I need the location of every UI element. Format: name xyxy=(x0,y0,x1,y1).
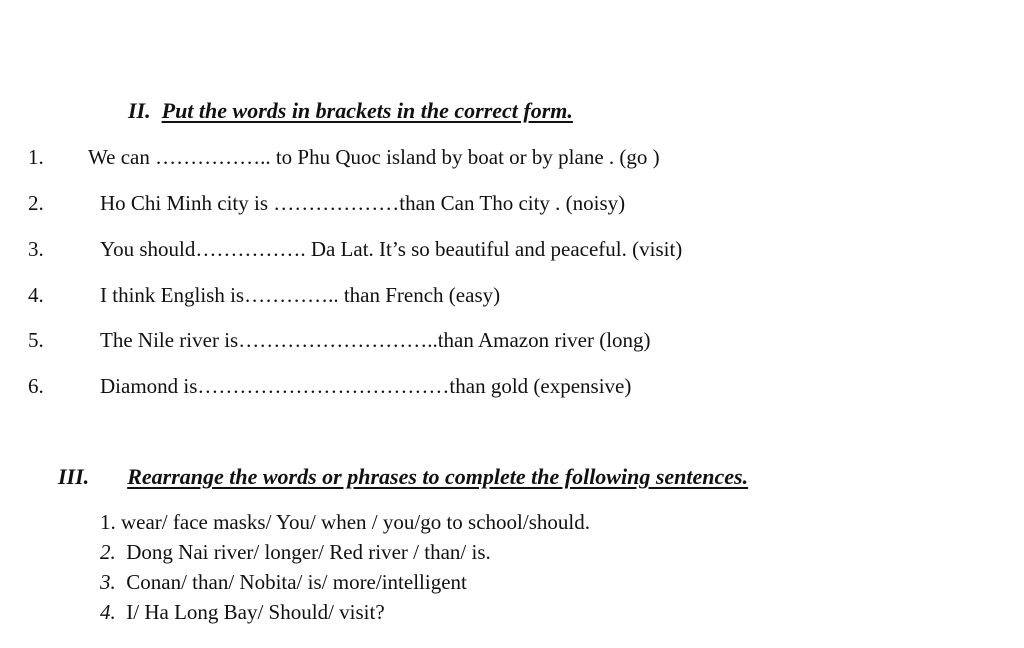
exercise-iii-item-number: 1. xyxy=(100,510,116,534)
exercise-ii-item-number: 4. xyxy=(28,283,44,307)
section-ii-title: Put the words in brackets in the correct form. xyxy=(161,98,573,123)
section-ii-heading xyxy=(128,98,573,124)
exercise-ii-item-number: 3. xyxy=(28,237,44,261)
section-iii-title: Rearrange the words or phrases to complete the following sentences. xyxy=(127,464,749,489)
exercise-ii-item-number: 1. xyxy=(28,145,44,169)
exercise-ii-item-number: 5. xyxy=(28,328,44,352)
exercise-iii-item-text: Conan/ than/ Nobita/ is/ more/intelligent xyxy=(126,570,467,594)
exercise-ii-item-text: Diamond is………………………………than gold (expensive) xyxy=(100,374,632,398)
section-ii-number: II. xyxy=(128,98,151,123)
exercise-iii-item-text: wear/ face masks/ You/ when / you/go to school/should. xyxy=(121,510,590,534)
section-iii-heading xyxy=(58,464,748,490)
exercise-ii-item-text: You should……………. Da Lat. It’s so beautiful and peaceful. (visit) xyxy=(100,237,683,261)
exercise-ii-item-text: We can …………….. to Phu Quoc island by boat or by plane . (go ) xyxy=(88,145,660,169)
exercise-iii-item-number: 3. xyxy=(100,570,116,594)
exercise-ii-item-number: 2. xyxy=(28,191,44,215)
exercise-iii-item-text: Dong Nai river/ longer/ Red river / than/ is. xyxy=(126,540,491,564)
exercise-ii-item-text: The Nile river is………………………..than Amazon river (long) xyxy=(100,328,651,352)
exercise-iii-item xyxy=(100,510,590,535)
exercise-iii-item-number: 4. xyxy=(100,600,116,624)
exercise-ii-item-text: Ho Chi Minh city is ………………than Can Tho city . (noisy) xyxy=(100,191,626,215)
section-iii-number: III. xyxy=(58,464,90,489)
exercise-iii-item xyxy=(100,540,491,565)
exercise-iii-item-text: I/ Ha Long Bay/ Should/ visit? xyxy=(126,600,385,624)
exercise-iii-item xyxy=(100,600,385,625)
exercise-ii-item-number: 6. xyxy=(28,374,44,398)
exercise-ii-item-text: I think English is………….. than French (easy) xyxy=(100,283,501,307)
exercise-iii-item xyxy=(100,570,467,595)
exercise-iii-item-number: 2. xyxy=(100,540,116,564)
